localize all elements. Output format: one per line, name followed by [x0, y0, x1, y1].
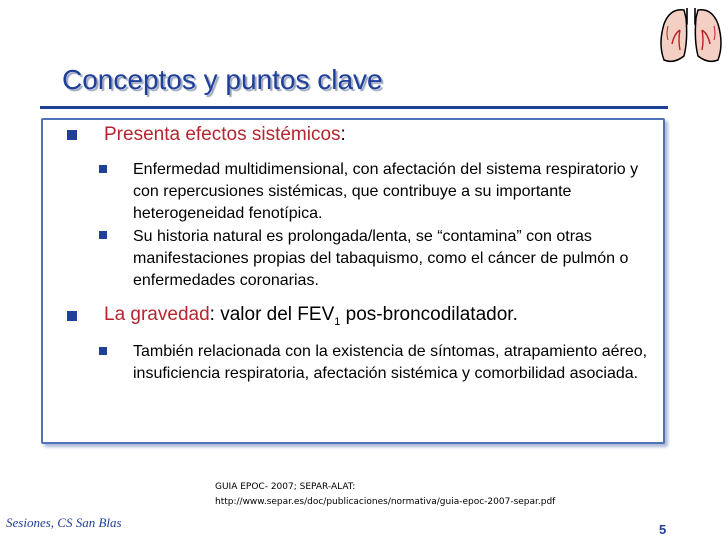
slide-title: Conceptos y puntos clave: [62, 64, 383, 95]
footer-text: Sesiones, CS San Blas: [6, 515, 122, 530]
point2-subscript: 1: [334, 315, 341, 328]
lungs-icon: [656, 4, 726, 66]
reference: [215, 480, 555, 510]
bullet-icon: [67, 130, 77, 140]
point1-sub-2: Su historia natural es prolongada/lenta, se “contamina” con otras manifestaciones propias del tabaquismo, como el cáncer de pulmón o enfermedades coronarias.: [133, 228, 629, 289]
point2-heading: [104, 304, 518, 328]
point1-heading-text: Presenta efectos sistémicos: [104, 124, 341, 145]
point2-text2: pos-broncodilatador: [340, 304, 513, 325]
reference-link[interactable]: http://www.separ.es/doc/publicaciones/normativa/guia-epoc-2007-separ.pdf: [215, 497, 556, 507]
title-underline: [40, 106, 668, 109]
sub-bullet-icon: [99, 165, 107, 173]
reference-line-1: GUIA EPOC- 2007; SEPAR-ALAT:: [215, 482, 356, 492]
point1-heading: [104, 124, 346, 146]
point1-colon: :: [340, 124, 346, 145]
sub-bullet-icon: [99, 231, 107, 239]
point2-period: .: [512, 304, 518, 325]
point2-heading-text: La gravedad: [104, 304, 210, 325]
page-number: 5: [659, 522, 667, 537]
sub-bullet-icon: [99, 347, 107, 355]
point2-sub-1: También relacionada con la existencia de síntomas, atrapamiento aéreo, insuficiencia respiratoria, afectación sistémica y comorbilidad asociada.: [133, 343, 648, 382]
point2-text: : valor del FEV: [209, 304, 335, 325]
bullet-icon: [67, 311, 77, 321]
point1-sub-1: Enfermedad multidimensional, con afectación del sistema respiratorio y con repercusiones sistémicas, que contribuye a su importante heterogeneidad fenotípica.: [133, 161, 639, 222]
